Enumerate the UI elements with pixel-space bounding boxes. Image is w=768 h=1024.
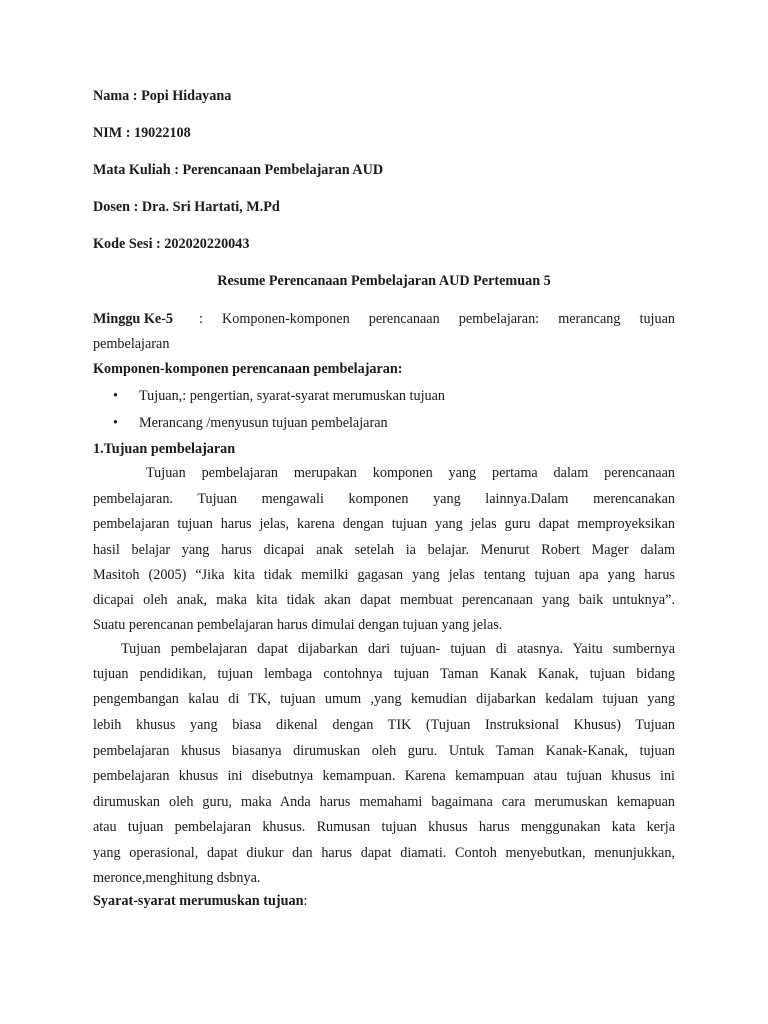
bullet-icon: • bbox=[113, 388, 118, 404]
student-name: Nama : Popi Hidayana bbox=[93, 88, 232, 104]
section-heading: 1.Tujuan pembelajaran bbox=[93, 441, 236, 457]
paragraph-line: tujuan pendidikan, tujuan lembaga contohnya tujuan Taman Kanak Kanak, tujuan bidang bbox=[93, 666, 675, 682]
paragraph-line: dicapai oleh anak, maka kita tidak akan dapat membuat perencanaan yang baik untuknya”. bbox=[93, 592, 675, 608]
requirements-heading bbox=[93, 893, 307, 910]
list-item-text: Tujuan,: pengertian, syarat-syarat merumuskan tujuan bbox=[139, 388, 446, 404]
week-topic-line-2: pembelajaran bbox=[93, 336, 170, 352]
paragraph-line: meronce,menghitung dsbnya. bbox=[93, 870, 261, 886]
requirements-heading-text: Syarat-syarat merumuskan tujuan bbox=[93, 893, 304, 909]
paragraph-line: pembelajaran khusus biasanya dirumuskan oleh guru. Untuk Taman Kanak-Kanak, tujuan bbox=[93, 743, 675, 759]
paragraph-line: pembelajaran khusus ini disebutnya kemampuan. Karena kemampuan atau tujuan khusus ini bbox=[93, 768, 675, 784]
paragraph-line: lebih khusus yang biasa dikenal dengan TIK (Tujuan Instruksional Khusus) Tujuan bbox=[93, 717, 675, 733]
document-title: Resume Perencanaan Pembelajaran AUD Pertemuan 5 bbox=[217, 273, 551, 289]
lecturer-name: Dosen : Dra. Sri Hartati, M.Pd bbox=[93, 199, 280, 215]
paragraph-line: atau tujuan pembelajaran khusus. Rumusan tujuan khusus harus menggunakan kata kerja bbox=[93, 819, 675, 835]
week-label: Minggu Ke-5 bbox=[93, 311, 173, 327]
paragraph-line: Tujuan pembelajaran merupakan komponen yang pertama dalam perencanaan bbox=[146, 465, 675, 481]
student-nim: NIM : 19022108 bbox=[93, 125, 191, 141]
paragraph-line: pembelajaran. Tujuan mengawali komponen yang lainnya.Dalam merencanakan bbox=[93, 491, 675, 507]
paragraph-line: Tujuan pembelajaran dapat dijabarkan dari tujuan- tujuan di atasnya. Yaitu sumbernya bbox=[121, 641, 675, 657]
paragraph-line: Masitoh (2005) “Jika kita tidak memilki gagasan yang jelas tentang tujuan apa yang harus bbox=[93, 567, 675, 583]
paragraph-line: Suatu perencanan pembelajaran harus dimulai dengan tujuan yang jelas. bbox=[93, 617, 503, 633]
paragraph-line: hasil belajar yang harus dicapai anak setelah ia belajar. Menurut Robert Mager dalam bbox=[93, 542, 675, 558]
list-item-text: Merancang /menyusun tujuan pembelajaran bbox=[139, 415, 388, 431]
paragraph-line: pengembangan kalau di TK, tujuan umum ,yang kemudian dijabarkan kedalam tujuan yang bbox=[93, 691, 675, 707]
paragraph-line: pembelajaran tujuan harus jelas, karena dengan tujuan yang jelas guru dapat memproyeksikan bbox=[93, 516, 675, 532]
paragraph-line: yang operasional, dapat diukur dan harus dapat diamati. Contoh menyebutkan, menunjukkan, bbox=[93, 845, 675, 861]
week-topic-line-1: : Komponen-komponen perencanaan pembelajaran: merancang tujuan bbox=[199, 311, 675, 327]
components-heading: Komponen-komponen perencanaan pembelajaran: bbox=[93, 361, 403, 377]
course-name: Mata Kuliah : Perencanaan Pembelajaran AUD bbox=[93, 162, 384, 178]
paragraph-line: dirumuskan oleh guru, maka Anda harus memahami bagaimana cara merumuskan kemapuan bbox=[93, 794, 675, 810]
bullet-icon: • bbox=[113, 415, 118, 431]
requirements-heading-colon: : bbox=[303, 893, 308, 909]
session-code: Kode Sesi : 202020220043 bbox=[93, 236, 250, 252]
